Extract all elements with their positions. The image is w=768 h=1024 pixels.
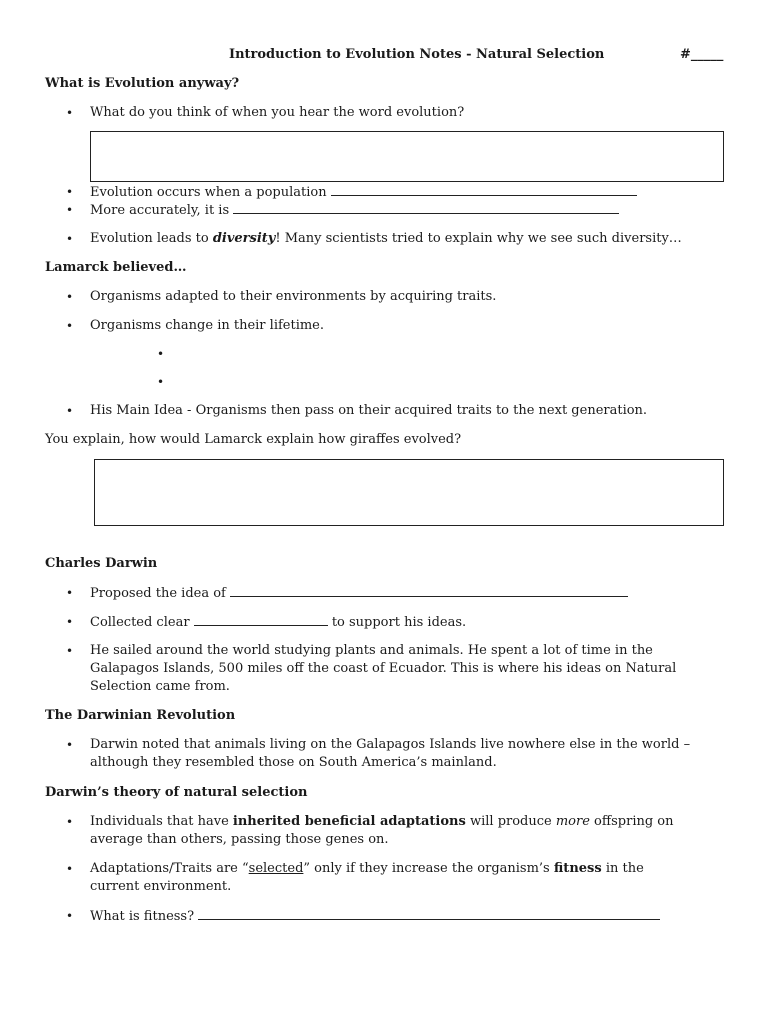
- text-run-bold: fitness: [553, 861, 602, 876]
- fill-blank[interactable]: [230, 584, 628, 597]
- page-title: Introduction to Evolution Notes - Natural Selection: [229, 47, 605, 62]
- bullet-icon: •: [66, 586, 74, 600]
- bullet-icon: •: [66, 185, 74, 199]
- section-heading-darwin: Charles Darwin: [45, 556, 158, 571]
- bullet-icon: •: [66, 815, 74, 829]
- sub-bullet-icon: •: [157, 347, 165, 361]
- text-run-bold: inherited beneficial adaptations: [232, 814, 466, 829]
- text-run: ” only if they increase the organism’s: [303, 861, 554, 876]
- bullet-icon: •: [66, 203, 74, 217]
- text-run: in the current environment.: [90, 861, 644, 894]
- bullet-icon: •: [66, 290, 74, 304]
- list-item: [90, 584, 628, 603]
- list-item: [90, 183, 637, 202]
- fill-blank[interactable]: [194, 613, 328, 626]
- bullet-icon: •: [66, 909, 74, 923]
- text-run-italic: more: [555, 814, 590, 829]
- text-run: offspring on average than others, passing those genes on.: [90, 814, 674, 847]
- list-item: [90, 230, 682, 248]
- bullet-icon: •: [66, 862, 74, 876]
- support-ideas-text: to support his ideas.: [331, 615, 467, 630]
- list-item: Organisms change in their lifetime.: [90, 318, 325, 333]
- fill-blank[interactable]: [233, 201, 619, 214]
- bullet-icon: •: [66, 232, 74, 246]
- diversity-emphasis: diversity: [212, 231, 276, 246]
- list-item: [90, 201, 619, 220]
- number-field-label: #_____: [680, 47, 724, 62]
- diversity-text-pre: Evolution leads to: [90, 231, 213, 246]
- bullet-icon: •: [66, 738, 74, 752]
- question-evolution-word: What do you think of when you hear the word evolution?: [90, 105, 465, 120]
- list-item: [90, 613, 466, 632]
- sub-bullet-icon: •: [157, 375, 165, 389]
- giraffe-prompt: You explain, how would Lamarck explain how giraffes evolved?: [45, 432, 462, 447]
- answer-box-giraffes[interactable]: [94, 459, 724, 526]
- diversity-text-post: ! Many scientists tried to explain why we see such diversity…: [275, 231, 682, 246]
- text-run-underlined: selected: [248, 861, 304, 876]
- list-item: Darwin noted that animals living on the Galapagos Islands live nowhere else in the world – although they resembled those on South America’s mainland.: [90, 737, 691, 770]
- more-accurately-text: More accurately, it is: [90, 203, 230, 218]
- section-heading-darwinian-revolution: The Darwinian Revolution: [45, 708, 236, 723]
- list-item: His Main Idea - Organisms then pass on their acquired traits to the next generation.: [90, 403, 648, 418]
- section-heading-evolution: What is Evolution anyway?: [45, 76, 240, 91]
- collected-clear-text: Collected clear: [90, 615, 190, 630]
- text-run: Individuals that have: [90, 814, 233, 829]
- text-run: will produce: [465, 814, 556, 829]
- evolution-occurs-text: Evolution occurs when a population: [90, 185, 327, 200]
- list-item: [90, 907, 660, 926]
- bullet-icon: •: [66, 644, 74, 658]
- list-item: [90, 813, 725, 849]
- what-is-fitness-text: What is fitness?: [90, 909, 195, 924]
- proposed-idea-text: Proposed the idea of: [90, 586, 226, 601]
- answer-box-evolution[interactable]: [90, 131, 724, 182]
- section-heading-lamarck: Lamarck believed…: [45, 260, 187, 275]
- fill-blank[interactable]: [331, 183, 637, 196]
- bullet-icon: •: [66, 319, 74, 333]
- text-run: Adaptations/Traits are “: [90, 861, 249, 876]
- list-item: He sailed around the world studying plants and animals. He spent a lot of time in the Galapagos Islands, 500 miles off the coast of Ecuador. This is where his ideas on Natural Selection came from.: [90, 643, 677, 694]
- bullet-icon: •: [66, 106, 74, 120]
- fill-blank[interactable]: [198, 907, 660, 920]
- list-item: [90, 860, 695, 896]
- bullet-icon: •: [66, 615, 74, 629]
- bullet-icon: •: [66, 404, 74, 418]
- section-heading-natural-selection: Darwin’s theory of natural selection: [45, 785, 308, 800]
- list-item: Organisms adapted to their environments by acquiring traits.: [90, 289, 497, 304]
